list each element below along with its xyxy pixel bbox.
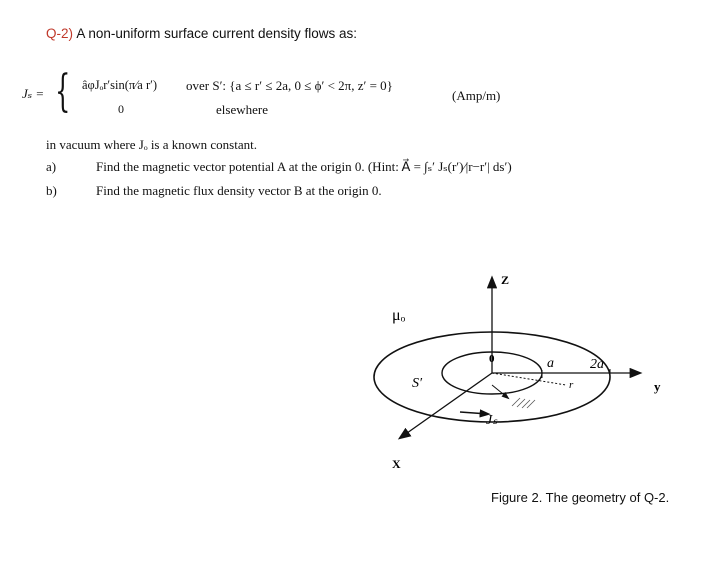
question-number: Q-2) [46,26,73,41]
z-axis-label: Z [501,273,510,287]
part-a-label: a) [46,159,57,174]
surface-hatch [512,398,535,408]
question-text: A non-uniform surface current density flows as: [76,26,358,41]
position-vector [492,385,508,398]
equation-case2-value: 0 [118,102,124,116]
inner-radius-label: a [547,356,554,371]
equation-units: (Amp/m) [452,88,501,103]
medium-label: μₒ [392,307,406,324]
y-axis-label: y [654,379,661,394]
question-title [46,26,357,42]
figure-caption: Figure 2. The geometry of Q-2. [491,490,670,505]
origin-label: 0 [489,353,495,365]
current-arrow [460,412,488,414]
geometry-figure [370,260,680,480]
part-b-label: b) [46,183,57,198]
equation-lhs: Jₛ = [22,86,45,101]
equation-brace: { [55,66,71,117]
outer-radius-label: 2a [590,357,604,372]
context-text: in vacuum where Jₒ is a known constant. [46,137,257,152]
x-axis-label: X [392,457,401,471]
part-b-text: Find the magnetic flux density vector B at the origin 0. [96,183,382,198]
current-label: Jₛ [486,413,498,428]
surface-label: S′ [412,376,423,391]
equation-case1-condition: over S′: {a ≤ r′ ≤ 2a, 0 ≤ ϕ′ < 2π, z′ = 0} [186,78,393,93]
equation-case2-condition: elsewhere [216,102,268,117]
part-a-text: Find the magnetic vector potential A at the origin 0. (Hint: A⃗ = ∫ₛ′ Jₛ(r′)⁄|r−r′| ds′) [96,159,512,174]
radius-label: r [569,379,574,391]
equation-case1-value: âφJₒr′sin(π⁄a r′) [82,78,158,92]
radius-r-line [492,373,566,385]
